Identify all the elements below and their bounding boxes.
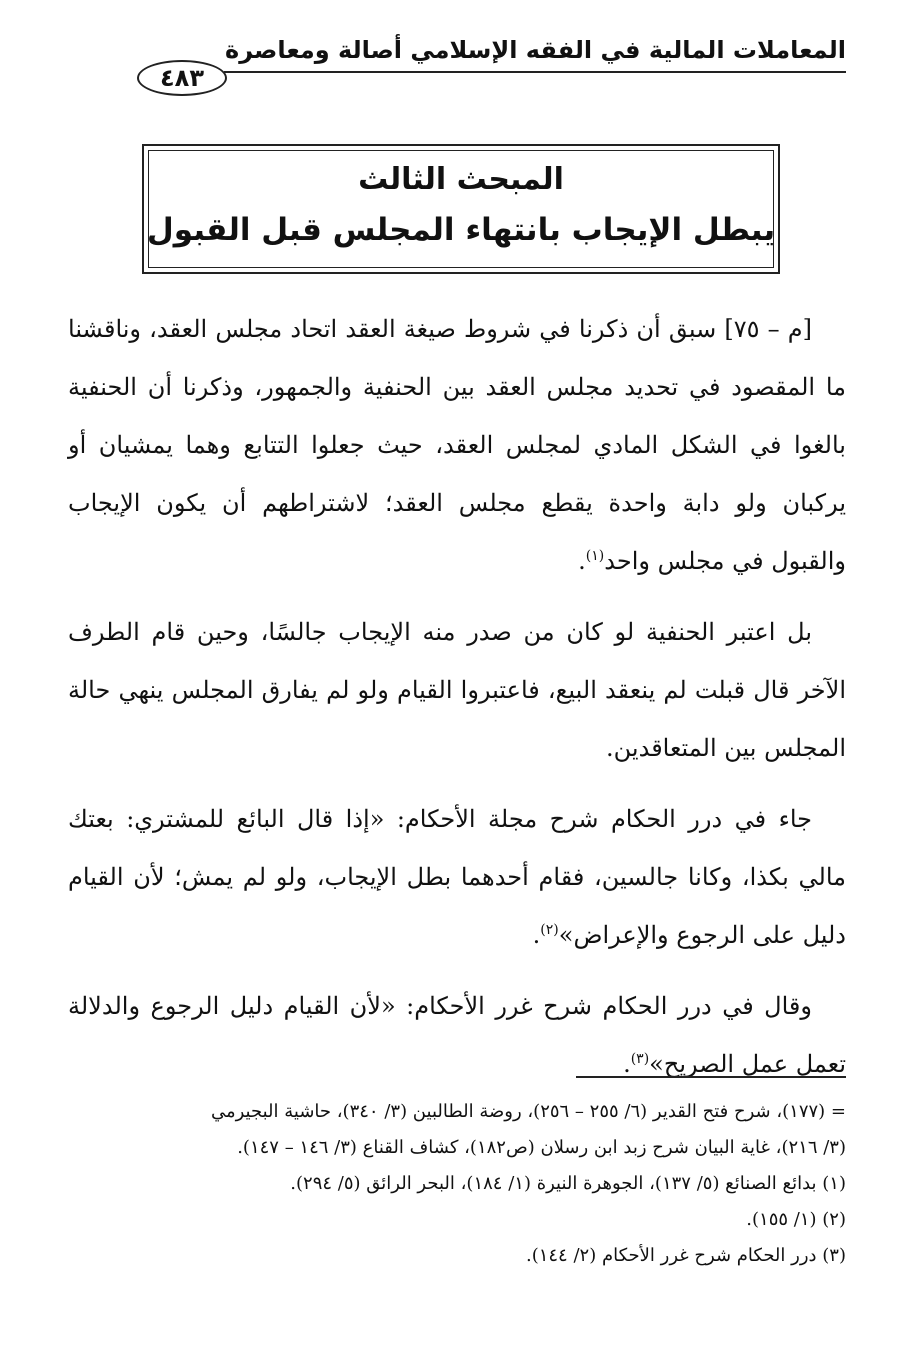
footnote-continuation-line-1: = (١٧٧)، شرح فتح القدير (٦/ ٢٥٥ – ٢٥٦)، روضة الطالبين (٣/ ٣٤٠)، حاشية البجيرمي [210, 1101, 846, 1122]
section-subtitle: يبطل الإيجاب بانتهاء المجلس قبل القبول [146, 212, 776, 248]
paragraph-1 [68, 300, 846, 590]
paragraph-3-text: جاء في درر الحكام شرح مجلة الأحكام: «إذا قال البائع للمشتري: بعتك مالي بكذا، وكانا جالسين، فقام أحدهما بطل الإيجاب، ولو لم يمش؛ لأن القيام دليل على الرجوع والإعراض» [68, 805, 846, 949]
footnote-continuation-line-2: (٣/ ٢١٦)، غاية البيان شرح زبد ابن رسلان (ص١٨٢)، كشاف القناع (٣/ ١٤٦ – ١٤٧). [237, 1137, 846, 1158]
header-rule [224, 71, 846, 73]
running-title: المعاملات المالية في الفقه الإسلامي أصالة ومعاصرة [225, 36, 846, 64]
footnote-ref-1: (١) [585, 548, 605, 564]
footnote-1: (١) بدائع الصنائع (٥/ ١٣٧)، الجوهرة النيرة (١/ ١٨٤)، البحر الرائق (٥/ ٢٩٤). [290, 1173, 846, 1194]
footnote-ref-2: (٢) [540, 922, 559, 938]
paragraph-3-end: . [532, 921, 541, 949]
section-title: المبحث الثالث [358, 162, 564, 197]
paragraph-4-end: . [623, 1050, 631, 1078]
body-text [68, 300, 846, 1106]
paragraph-1-end: . [578, 547, 586, 575]
paragraph-1-text: [م – ٧٥] سبق أن ذكرنا في شروط صيغة العقد اتحاد مجلس العقد، وناقشنا ما المقصود في تحديد مجلس العقد بين الحنفية والجمهور، وذكرنا أن الحنفية بالغوا في الشكل المادي لمجلس العقد، حيث جعلوا التتابع وهما يمشيان أو يركبان ولو دابة واحدة يقطع مجلس العقد؛ لاشتراطهم أن يكون الإيجاب والقبول في مجلس واحد [68, 315, 846, 575]
footnote-separator [576, 1076, 846, 1078]
footnotes [68, 1094, 846, 1274]
page-number: ٤٨٣ [137, 60, 227, 96]
paragraph-3 [68, 790, 846, 964]
footnote-2: (٢) (١/ ١٥٥). [746, 1209, 846, 1230]
footnote-ref-3: (٣) [630, 1051, 650, 1067]
footnote-3: (٣) درر الحكام شرح غرر الأحكام (٢/ ١٤٤). [525, 1245, 846, 1266]
section-heading-frame [142, 144, 780, 274]
paragraph-4-text: وقال في درر الحكام شرح غرر الأحكام: «لأن القيام دليل الرجوع والدلالة تعمل عمل الصريح» [68, 992, 846, 1078]
paragraph-2: بل اعتبر الحنفية لو كان من صدر منه الإيجاب جالسًا، وحين قام الطرف الآخر قال قبلت لم ينعقد البيع، فاعتبروا القيام ولو لم يفارق المجلس ينهي حالة المجلس بين المتعاقدين. [68, 618, 846, 762]
